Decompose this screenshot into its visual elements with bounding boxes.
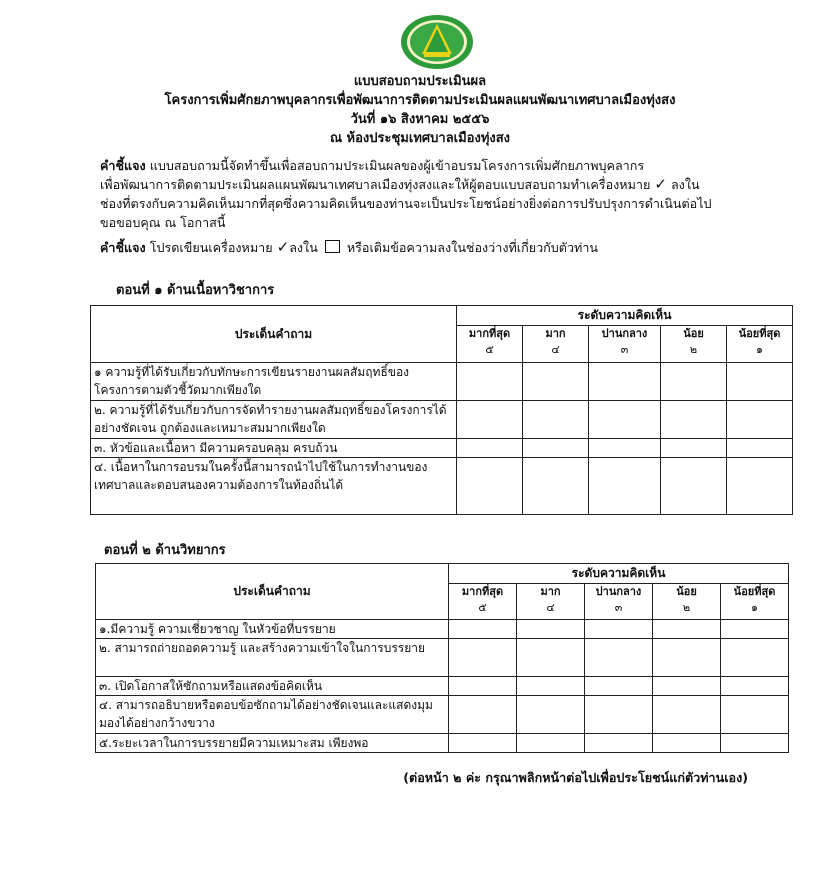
answer-cell[interactable] xyxy=(523,401,589,439)
answer-cell[interactable] xyxy=(653,696,721,734)
question-row-5: ๕.ระยะเวลาในการบรรยายมีความเหมาะสม เพียงพอ xyxy=(96,734,449,753)
answer-cell[interactable] xyxy=(457,458,523,515)
checkbox-square-icon xyxy=(325,240,340,253)
answer-cell[interactable] xyxy=(517,620,585,639)
section-1-rating-table xyxy=(90,305,793,515)
project-title: โครงการเพิ่มศักยภาพบุคลากรเพื่อพัฒนาการติดตามประเมินผลแผนพัฒนาเทศบาลเมืองทุ่งสง xyxy=(164,93,676,108)
answer-cell[interactable] xyxy=(589,401,661,439)
instructions-line-1: คำชี้แจง แบบสอบถามนี้จัดทำขึ้นเพื่อสอบถามประเมินผลของผู้เข้าอบรมโครงการเพิ่มศักยภาพบุคลากร xyxy=(100,158,645,173)
answer-cell[interactable] xyxy=(449,639,517,677)
answer-cell[interactable] xyxy=(721,620,789,639)
level-1-header: น้อยที่สุด ๑ xyxy=(727,326,793,363)
answer-cell[interactable] xyxy=(517,639,585,677)
question-row-1: ๑.มีความรู้ ความเชี่ยวชาญ ในหัวข้อที่บรรยาย xyxy=(96,620,449,639)
event-date: วันที่ ๑๖ สิงหาคม ๒๕๕๖ xyxy=(350,112,490,127)
level-3-header: ปานกลาง ๓ xyxy=(585,584,653,620)
answer-cell[interactable] xyxy=(727,458,793,515)
level-5-header: มากที่สุด ๕ xyxy=(449,584,517,620)
instructions-paragraph xyxy=(100,156,786,232)
continue-note: (ต่อหน้า ๒ ค่ะ กรุณาพลิกหน้าต่อไปเพื่อประโยชน์แก่ตัวท่านเอง) xyxy=(403,770,748,785)
question-row-1: ๑ ความรู้ที่ได้รับเกี่ยวกับทักษะการเขียนรายงานผลสัมฤทธิ์ของโครงการตามตัวชี้วัดมากเพียงใด xyxy=(91,363,457,401)
answer-cell[interactable] xyxy=(449,696,517,734)
answer-cell[interactable] xyxy=(585,696,653,734)
level-2-header: น้อย ๒ xyxy=(653,584,721,620)
question-row-3: ๓. หัวข้อและเนื้อหา มีความครอบคลุม ครบถ้วน xyxy=(91,439,457,458)
answer-cell[interactable] xyxy=(661,363,727,401)
level-5-header: มากที่สุด ๕ xyxy=(457,326,523,363)
answer-cell[interactable] xyxy=(585,734,653,753)
answer-cell[interactable] xyxy=(585,677,653,696)
answer-cell[interactable] xyxy=(653,639,721,677)
answer-cell[interactable] xyxy=(721,696,789,734)
answer-cell[interactable] xyxy=(589,458,661,515)
answer-cell[interactable] xyxy=(589,363,661,401)
answer-cell[interactable] xyxy=(449,734,517,753)
answer-cell[interactable] xyxy=(585,639,653,677)
level-4-header: มาก ๔ xyxy=(523,326,589,363)
answer-cell[interactable] xyxy=(585,620,653,639)
answer-cell[interactable] xyxy=(721,639,789,677)
section-1-title: ตอนที่ ๑ ด้านเนื้อหาวิชาการ xyxy=(116,283,275,298)
answer-cell[interactable] xyxy=(517,677,585,696)
level-3-header: ปานกลาง ๓ xyxy=(589,326,661,363)
answer-cell[interactable] xyxy=(523,363,589,401)
answer-cell[interactable] xyxy=(523,439,589,458)
answer-cell[interactable] xyxy=(523,458,589,515)
level-1-header: น้อยที่สุด ๑ xyxy=(721,584,789,620)
instructions-label: คำชี้แจง xyxy=(100,158,146,173)
section-2-rating-table xyxy=(95,563,789,753)
answer-cell[interactable] xyxy=(661,458,727,515)
instructions-line-4: ขอขอบคุณ ณ โอกาสนี้ xyxy=(100,215,226,230)
question-row-2: ๒. ความรู้ที่ได้รับเกี่ยวกับการจัดทำรายงานผลสัมฤทธิ์ของโครงการได้อย่างชัดเจน ถูกต้องและเหมาะสมมากเพียงใด xyxy=(91,401,457,439)
rating-scale-header: ระดับความคิดเห็น xyxy=(457,306,793,326)
answer-cell[interactable] xyxy=(721,734,789,753)
event-venue: ณ ห้องประชุมเทศบาลเมืองทุ่งสง xyxy=(329,131,511,146)
answer-cell[interactable] xyxy=(457,363,523,401)
instructions-label-2: คำชี้แจง xyxy=(100,240,146,255)
question-row-2: ๒. สามารถถ่ายถอดความรู้ และสร้างความเข้าใจในการบรรยาย xyxy=(96,639,449,677)
rating-scale-header: ระดับความคิดเห็น xyxy=(449,564,789,584)
answer-cell[interactable] xyxy=(517,696,585,734)
question-column-header: ประเด็นคำถาม xyxy=(91,306,457,363)
answer-cell[interactable] xyxy=(653,734,721,753)
answer-cell[interactable] xyxy=(661,401,727,439)
instructions-line-3: ช่องที่ตรงกับความคิดเห็นมากที่สุดซึ่งความคิดเห็นของท่านจะเป็นประโยชน์อย่างยิ่งต่อการปรับปรุงการดำเนินต่อไป xyxy=(100,196,712,211)
answer-cell[interactable] xyxy=(517,734,585,753)
answer-cell[interactable] xyxy=(661,439,727,458)
level-2-header: น้อย ๒ xyxy=(661,326,727,363)
question-row-4: ๔. สามารถอธิบายหรือตอบข้อซักถามได้อย่างชัดเจนและแสดงมุมมองได้อย่างกว้างขวาง xyxy=(96,696,449,734)
answer-cell[interactable] xyxy=(457,439,523,458)
question-column-header: ประเด็นคำถาม xyxy=(96,564,449,620)
question-row-3: ๓. เปิดโอกาสให้ซักถามหรือแสดงข้อคิดเห็น xyxy=(96,677,449,696)
answer-cell[interactable] xyxy=(449,620,517,639)
answer-cell[interactable] xyxy=(449,677,517,696)
checkmark-icon: ✓ xyxy=(654,175,667,193)
answer-cell[interactable] xyxy=(589,439,661,458)
instructions-line-2: เพื่อพัฒนาการติดตามประเมินผลแผนพัฒนาเทศบาลเมืองทุ่งสงและให้ผู้ตอบแบบสอบถามทำเครื่องหมาย ✓ ลงใน xyxy=(100,175,700,193)
answer-cell[interactable] xyxy=(727,401,793,439)
municipality-seal-logo xyxy=(400,14,474,70)
answer-cell[interactable] xyxy=(721,677,789,696)
section-2-title: ตอนที่ ๒ ด้านวิทยากร xyxy=(104,543,226,558)
instructions-marking-line: คำชี้แจง โปรดเขียนเครื่องหมาย ✓ลงใน หรือเติมข้อความลงในช่องว่างที่เกี่ยวกับตัวท่าน xyxy=(100,238,599,256)
level-4-header: มาก ๔ xyxy=(517,584,585,620)
question-row-4: ๔. เนื้อหาในการอบรมในครั้งนี้สามารถนำไปใช้ในการทำงานของเทศบาลและตอบสนองความต้องการในท้องถิ่นได้ xyxy=(91,458,457,515)
answer-cell[interactable] xyxy=(457,401,523,439)
answer-cell[interactable] xyxy=(727,439,793,458)
checkmark-icon: ✓ xyxy=(276,238,290,256)
answer-cell[interactable] xyxy=(653,620,721,639)
answer-cell[interactable] xyxy=(727,363,793,401)
answer-cell[interactable] xyxy=(653,677,721,696)
form-title: แบบสอบถามประเมินผล xyxy=(353,74,487,89)
